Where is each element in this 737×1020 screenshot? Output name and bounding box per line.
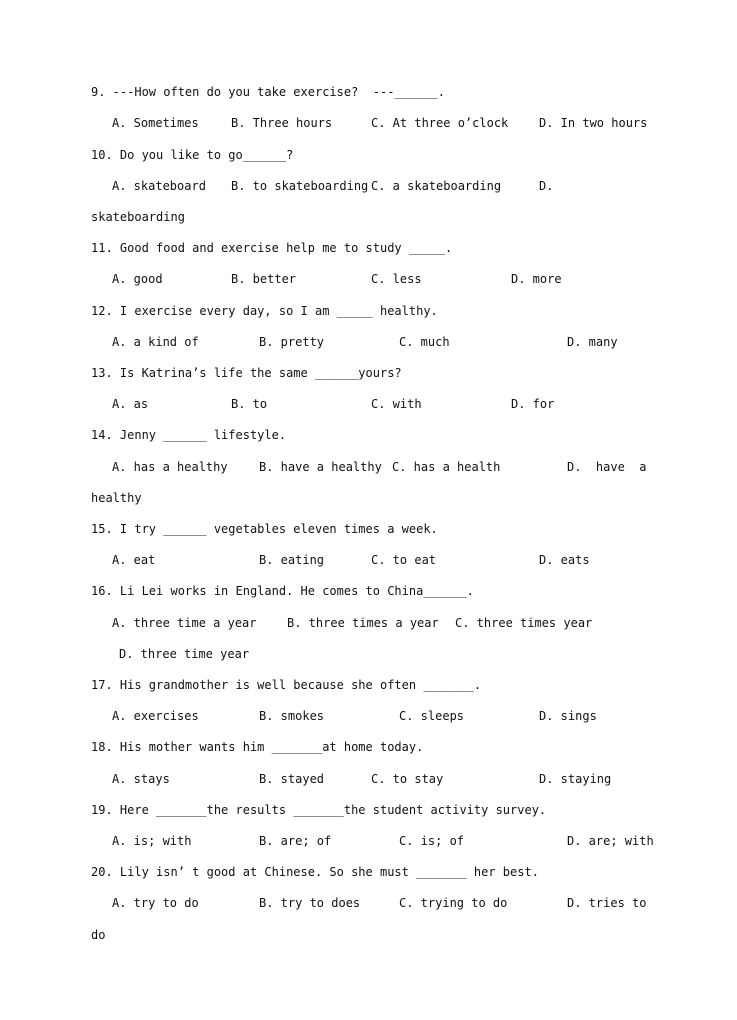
question-18-option-c: C. to stay <box>371 772 444 786</box>
question-19-option-d: D. are; with <box>567 834 654 848</box>
question-11-option-d: D. more <box>511 272 562 286</box>
question-14-option-d-wrap: healthy <box>91 491 142 505</box>
question-17-option-c: C. sleeps <box>399 709 465 723</box>
question-12-option-a: A. a kind of <box>112 335 199 349</box>
question-10-stem: 10. Do you like to go______? <box>91 148 294 162</box>
question-11-option-c: C. less <box>371 272 422 286</box>
question-20-option-a: A. try to do <box>112 896 199 910</box>
question-16-option-c: C. three times year <box>455 616 593 630</box>
question-17-option-b: B. smokes <box>259 709 325 723</box>
question-16-option-b: B. three times a year <box>287 616 439 630</box>
question-15-option-b: B. eating <box>259 553 325 567</box>
question-12-option-c: C. much <box>399 335 450 349</box>
question-18-stem: 18. His mother wants him _______at home today. <box>91 740 424 754</box>
question-19-stem: 19. Here _______the results _______the student activity survey. <box>91 803 547 817</box>
question-16-option-d: D. three time year <box>119 647 250 661</box>
question-18-option-d: D. staying <box>539 772 612 786</box>
question-14-option-b: B. have a healthy <box>259 460 382 474</box>
question-10-option-a: A. skateboard <box>112 179 206 193</box>
question-14-option-c: C. has a health <box>392 460 501 474</box>
question-14-stem: 14. Jenny ______ lifestyle. <box>91 428 287 442</box>
question-14-option-a: A. has a healthy <box>112 460 228 474</box>
question-18-option-a: A. stays <box>112 772 170 786</box>
question-17-option-d: D. sings <box>539 709 597 723</box>
question-9-option-a: A. Sometimes <box>112 116 199 130</box>
question-17-option-a: A. exercises <box>112 709 199 723</box>
question-12-option-b: B. pretty <box>259 335 325 349</box>
question-15-stem: 15. I try ______ vegetables eleven times a week. <box>91 522 438 536</box>
question-9-option-c: C. At three o’clock <box>371 116 509 130</box>
question-11-option-b: B. better <box>231 272 297 286</box>
question-20-option-d: D. tries to <box>567 896 647 910</box>
question-20-option-b: B. try to does <box>259 896 361 910</box>
question-11-stem: 11. Good food and exercise help me to study _____. <box>91 241 453 255</box>
question-13-option-b: B. to <box>231 397 268 411</box>
question-10-option-c: C. a skateboarding <box>371 179 502 193</box>
question-10-option-b: B. to skateboarding <box>231 179 369 193</box>
question-19-option-c: C. is; of <box>399 834 465 848</box>
question-20-option-d-wrap: do <box>91 928 106 942</box>
question-13-option-d: D. for <box>511 397 555 411</box>
question-9-option-b: B. Three hours <box>231 116 333 130</box>
question-20-stem: 20. Lily isn’ t good at Chinese. So she must _______ her best. <box>91 865 539 879</box>
question-13-option-a: A. as <box>112 397 149 411</box>
question-19-option-b: B. are; of <box>259 834 332 848</box>
question-12-option-d: D. many <box>567 335 618 349</box>
question-17-stem: 17. His grandmother is well because she often _______. <box>91 678 482 692</box>
question-15-option-a: A. eat <box>112 553 156 567</box>
question-15-option-d: D. eats <box>539 553 590 567</box>
question-10-option-d-wrap: skateboarding <box>91 210 185 224</box>
question-10-option-d: D. <box>539 179 554 193</box>
question-18-option-b: B. stayed <box>259 772 325 786</box>
question-20-option-c: C. trying to do <box>399 896 508 910</box>
question-16-stem: 16. Li Lei works in England. He comes to China______. <box>91 584 474 598</box>
question-19-option-a: A. is; with <box>112 834 192 848</box>
question-13-stem: 13. Is Katrina’s life the same ______yours? <box>91 366 402 380</box>
question-12-stem: 12. I exercise every day, so I am _____ healthy. <box>91 304 438 318</box>
question-13-option-c: C. with <box>371 397 422 411</box>
question-9-stem: 9. ---How often do you take exercise? ---______. <box>91 85 446 99</box>
question-14-option-d: D. have a <box>567 460 647 474</box>
question-9-option-d: D. In two hours <box>539 116 648 130</box>
question-15-option-c: C. to eat <box>371 553 437 567</box>
question-11-option-a: A. good <box>112 272 163 286</box>
question-16-option-a: A. three time a year <box>112 616 257 630</box>
